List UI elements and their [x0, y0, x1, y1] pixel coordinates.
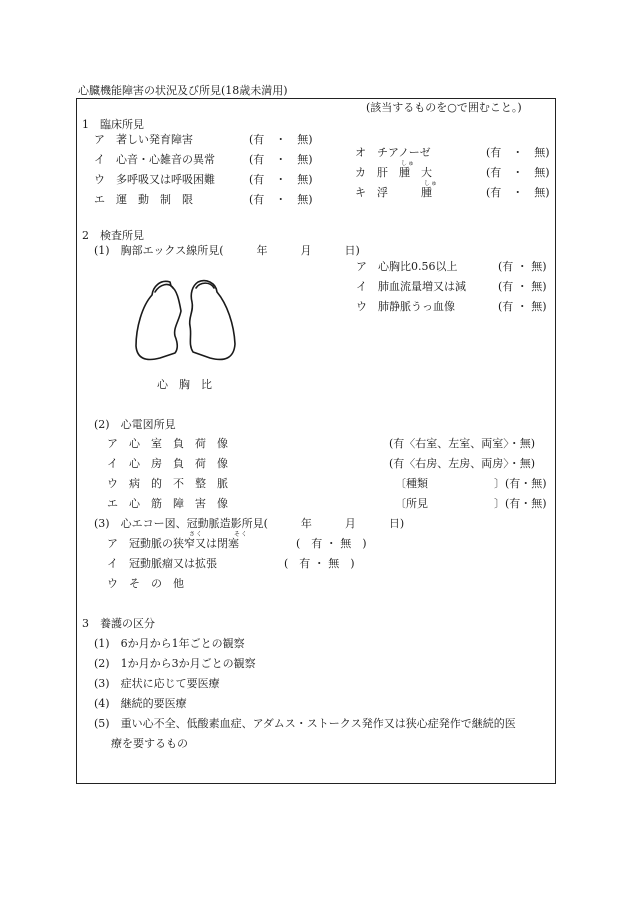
- ruby-saku: さく: [189, 531, 204, 538]
- clinical-item-i: イ 心音・心雑音の異常: [94, 153, 215, 166]
- echo-item-a: ア 冠動脈の狭窄又は閉塞: [107, 537, 239, 550]
- care-option-1[interactable]: (1) 6か月から1年ごとの観察: [94, 637, 245, 650]
- section-2-heading: 2 検査所見: [82, 229, 144, 242]
- clinical-item-a: ア 著しい発育障害: [94, 133, 193, 146]
- echo-item-i-option[interactable]: ( 有 ・ 無 ): [284, 557, 355, 570]
- xray-item-u: ウ 肺静脈うっ血像: [356, 300, 455, 313]
- ruby-shu-edema: しゅ: [424, 180, 439, 187]
- xray-item-u-option[interactable]: (有 ・ 無): [498, 300, 547, 313]
- xray-item-i: イ 肺血流量増又は減: [356, 280, 466, 293]
- echo-item-u: ウ そ の 他: [107, 577, 184, 590]
- right-lung-apex: [155, 285, 173, 292]
- echo-item-a-option[interactable]: ( 有 ・ 無 ): [296, 537, 367, 550]
- echo-label: (3) 心エコー図、冠動脈造影所見( 年 月 日): [94, 517, 405, 530]
- care-option-5[interactable]: (5) 重い心不全、低酸素血症、アダムス・ストークス発作又は狭心症発作で継続的医: [94, 717, 516, 730]
- xray-item-a: ア 心胸比0.56以上: [356, 260, 458, 273]
- clinical-item-a-option[interactable]: (有 ・ 無): [249, 133, 313, 146]
- ecg-item-a-option[interactable]: (有〈右室、左室、両室〉・無): [389, 437, 536, 450]
- clinical-item-e: エ 運 動 制 限: [94, 193, 193, 206]
- ecg-item-i: イ 心 房 負 荷 像: [107, 457, 228, 470]
- ecg-item-i-option[interactable]: (有〈右房、左房、両房〉・無): [389, 457, 536, 470]
- clinical-item-ki: キ 浮 腫: [355, 186, 432, 199]
- clinical-item-ka-option[interactable]: (有 ・ 無): [486, 166, 550, 179]
- clinical-item-e-option[interactable]: (有 ・ 無): [249, 193, 313, 206]
- care-option-2[interactable]: (2) 1か月から3か月ごとの観察: [94, 657, 256, 670]
- ecg-label: (2) 心電図所見: [94, 418, 176, 431]
- ruby-soku: そく: [234, 531, 249, 538]
- left-lung-outline: [190, 281, 235, 360]
- clinical-item-u-option[interactable]: (有 ・ 無): [249, 173, 313, 186]
- cardiothoracic-ratio-label: 心 胸 比: [157, 378, 212, 391]
- xray-item-a-option[interactable]: (有 ・ 無): [498, 260, 547, 273]
- ecg-item-u: ウ 病 的 不 整 脈: [107, 477, 228, 490]
- clinical-item-o-option[interactable]: (有 ・ 無): [486, 146, 550, 159]
- xray-label: (1) 胸部エックス線所見( 年 月 日): [94, 244, 360, 257]
- ecg-item-e: エ 心 筋 障 害 像: [107, 497, 228, 510]
- left-lung-apex: [196, 283, 214, 288]
- xray-item-i-option[interactable]: (有 ・ 無): [498, 280, 547, 293]
- echo-item-i: イ 冠動脈瘤又は拡張: [107, 557, 217, 570]
- form-title: 心臓機能障害の状況及び所見(18歳未満用): [78, 84, 288, 97]
- clinical-item-u: ウ 多呼吸又は呼吸困難: [94, 173, 215, 186]
- clinical-item-ki-option[interactable]: (有 ・ 無): [486, 186, 550, 199]
- instruction-note: (該当するものを○で囲むこと。): [366, 101, 522, 114]
- clinical-item-i-option[interactable]: (有 ・ 無): [249, 153, 313, 166]
- section-1-heading: 1 臨床所見: [82, 118, 144, 131]
- clinical-item-o: オ チアノーゼ: [355, 146, 431, 159]
- care-option-4[interactable]: (4) 継続的要医療: [94, 697, 187, 710]
- ecg-item-a: ア 心 室 負 荷 像: [107, 437, 228, 450]
- right-lung-outline: [136, 281, 181, 359]
- ruby-shu-liver: しゅ: [401, 160, 416, 167]
- lung-diagram: [130, 278, 240, 368]
- section-3-heading: 3 養護の区分: [82, 617, 155, 630]
- care-option-3[interactable]: (3) 症状に応じて要医療: [94, 677, 220, 690]
- ecg-item-u-option[interactable]: 〔種類 〕(有・無): [395, 477, 547, 490]
- care-option-5-continued: 療を要するもの: [111, 737, 188, 750]
- clinical-item-ka: カ 肝 腫 大: [355, 166, 432, 179]
- ecg-item-e-option[interactable]: 〔所見 〕(有・無): [395, 497, 547, 510]
